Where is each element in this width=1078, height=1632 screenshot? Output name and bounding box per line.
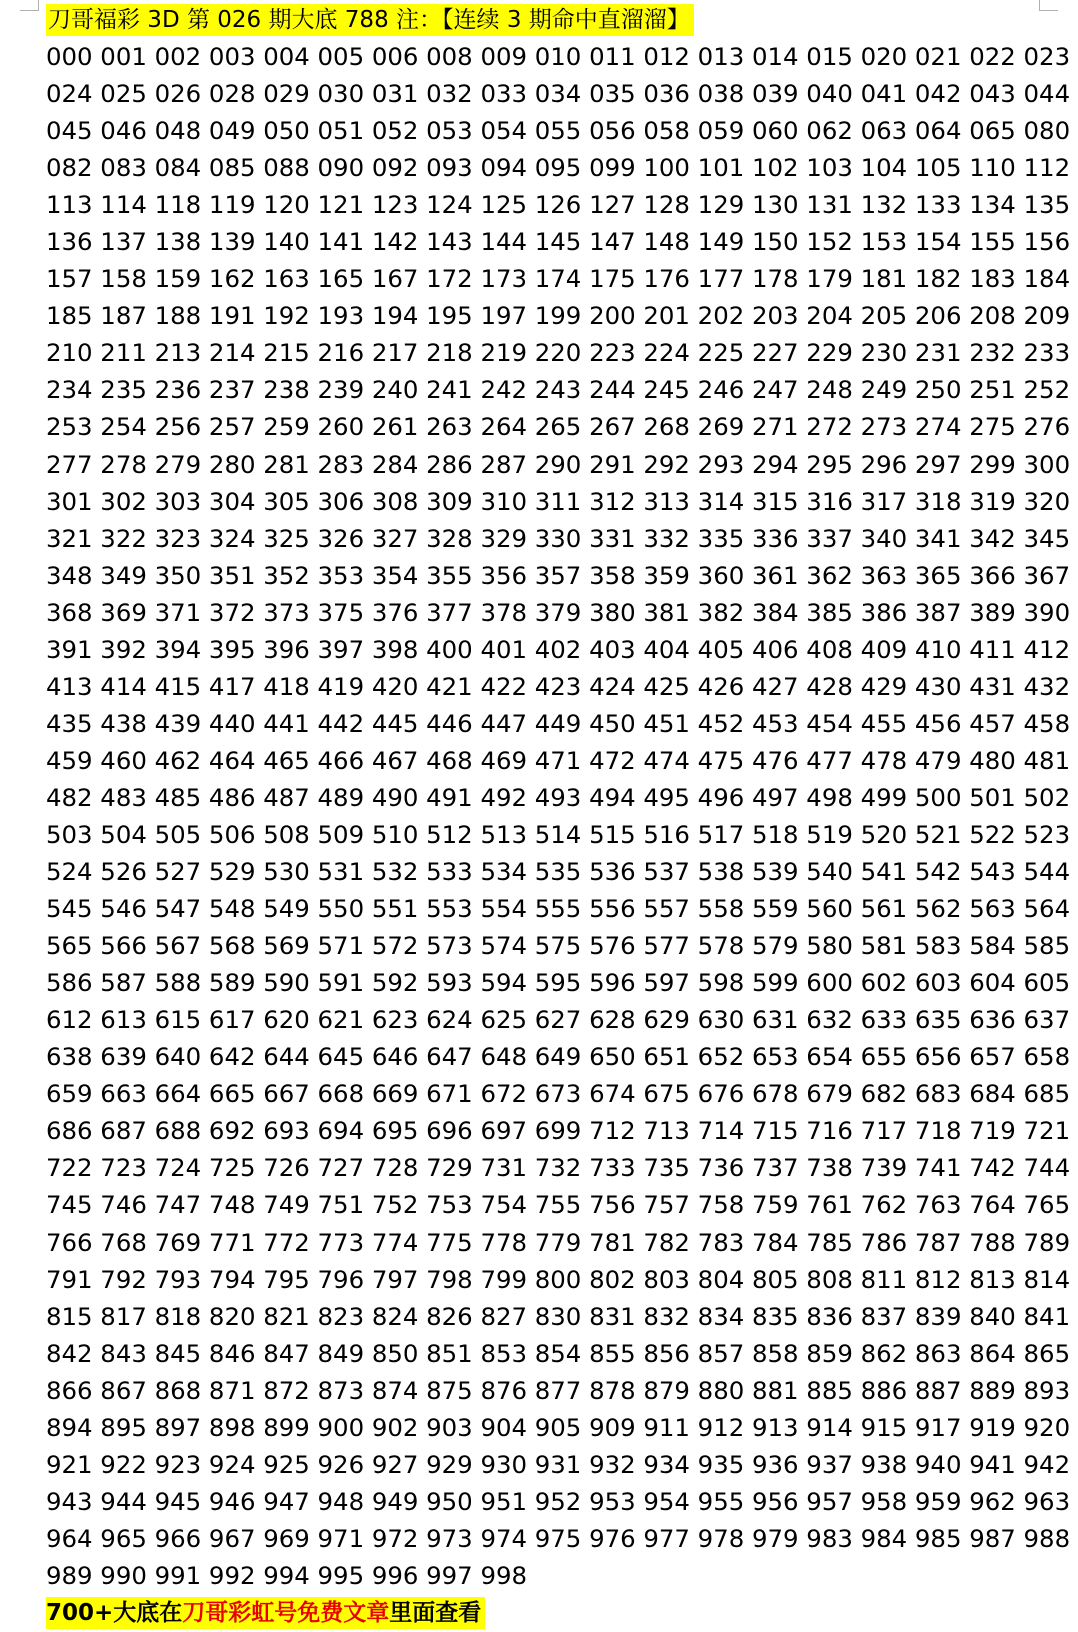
number-row: 482 483 485 486 487 489 490 491 492 493 494 495 496 497 498 499 500 501 502 bbox=[46, 782, 1071, 812]
number-row: 082 083 084 085 088 090 092 093 094 095 099 100 101 102 103 104 105 110 112 bbox=[46, 153, 1071, 183]
number-row: 638 639 640 642 644 645 646 647 648 649 650 651 652 653 654 655 656 657 658 bbox=[46, 1042, 1071, 1072]
number-row: 989 990 991 992 994 995 996 997 998 bbox=[46, 1560, 528, 1590]
number-row: 745 746 747 748 749 751 752 753 754 755 756 757 758 759 761 762 763 764 765 bbox=[46, 1190, 1071, 1220]
number-row: 024 025 026 028 029 030 031 032 033 034 035 036 038 039 040 041 042 043 044 bbox=[46, 79, 1071, 109]
number-row: 612 613 615 617 620 621 623 624 625 627 628 629 630 631 632 633 635 636 637 bbox=[46, 1005, 1071, 1035]
number-row: 277 278 279 280 281 283 284 286 287 290 291 292 293 294 295 296 297 299 300 bbox=[46, 449, 1071, 479]
footer-note bbox=[46, 1597, 485, 1629]
number-row: 000 001 002 003 004 005 006 008 009 010 011 012 013 014 015 020 021 022 023 bbox=[46, 42, 1071, 71]
number-row: 766 768 769 771 772 773 774 775 778 779 781 782 783 784 785 786 787 788 789 bbox=[46, 1227, 1071, 1257]
page-corner-mark-left bbox=[20, 0, 39, 11]
footer-prefix: 700+大底在 bbox=[46, 1599, 183, 1626]
number-row: 842 843 845 846 847 849 850 851 853 854 855 856 857 858 859 862 863 864 865 bbox=[46, 1338, 1071, 1368]
number-row: 391 392 394 395 396 397 398 400 401 402 403 404 405 406 408 409 410 411 412 bbox=[46, 634, 1071, 664]
number-row: 136 137 138 139 140 141 142 143 144 145 147 148 149 150 152 153 154 155 156 bbox=[46, 227, 1071, 257]
number-row: 113 114 118 119 120 121 123 124 125 126 127 128 129 130 131 132 133 134 135 bbox=[46, 190, 1071, 220]
number-row: 368 369 371 372 373 375 376 377 378 379 380 381 382 384 385 386 387 389 390 bbox=[46, 597, 1071, 627]
number-row: 524 526 527 529 530 531 532 533 534 535 536 537 538 539 540 541 542 543 544 bbox=[46, 857, 1071, 887]
number-row: 791 792 793 794 795 796 797 798 799 800 802 803 804 805 808 811 812 813 814 bbox=[46, 1264, 1071, 1294]
number-row: 185 187 188 191 192 193 194 195 197 199 200 201 202 203 204 205 206 208 209 bbox=[46, 301, 1071, 331]
number-row: 045 046 048 049 050 051 052 053 054 055 056 058 059 060 062 063 064 065 080 bbox=[46, 116, 1071, 146]
number-row: 348 349 350 351 352 353 354 355 356 357 358 359 360 361 362 363 365 366 367 bbox=[46, 560, 1071, 590]
number-row: 321 322 323 324 325 326 327 328 329 330 331 332 335 336 337 340 341 342 345 bbox=[46, 523, 1071, 553]
number-row: 921 922 923 924 925 926 927 929 930 931 932 934 935 936 937 938 940 941 942 bbox=[46, 1449, 1071, 1479]
footer-suffix: 里面查看 bbox=[389, 1599, 482, 1626]
number-row: 459 460 462 464 465 466 467 468 469 471 472 474 475 476 477 478 479 480 481 bbox=[46, 745, 1071, 775]
number-row: 301 302 303 304 305 306 308 309 310 311 312 313 314 315 316 317 318 319 320 bbox=[46, 486, 1071, 516]
number-row: 253 254 256 257 259 260 261 263 264 265 267 268 269 271 272 273 274 275 276 bbox=[46, 412, 1071, 442]
number-row: 686 687 688 692 693 694 695 696 697 699 712 713 714 715 716 717 718 719 721 bbox=[46, 1116, 1071, 1146]
number-row: 545 546 547 548 549 550 551 553 554 555 556 557 558 559 560 561 562 563 564 bbox=[46, 894, 1071, 924]
number-row: 210 211 213 214 215 216 217 218 219 220 223 224 225 227 229 230 231 232 233 bbox=[46, 338, 1071, 368]
number-row: 894 895 897 898 899 900 902 903 904 905 909 911 912 913 914 915 917 919 920 bbox=[46, 1412, 1071, 1442]
document-title: 刀哥福彩 3D 第 026 期大底 788 注：【连续 3 期命中直溜溜】 bbox=[46, 4, 694, 36]
number-row: 659 663 664 665 667 668 669 671 672 673 674 675 676 678 679 682 683 684 685 bbox=[46, 1079, 1071, 1109]
number-list bbox=[46, 38, 1071, 1594]
number-row: 586 587 588 589 590 591 592 593 594 595 596 597 598 599 600 602 603 604 605 bbox=[46, 968, 1071, 998]
number-row: 503 504 505 506 508 509 510 512 513 514 515 516 517 518 519 520 521 522 523 bbox=[46, 819, 1071, 849]
number-row: 815 817 818 820 821 823 824 826 827 830 831 832 834 835 836 837 839 840 841 bbox=[46, 1301, 1071, 1331]
document-body bbox=[46, 4, 1071, 1629]
number-row: 565 566 567 568 569 571 572 573 574 575 576 577 578 579 580 581 583 584 585 bbox=[46, 931, 1071, 961]
footer-highlight-link-text: 刀哥彩虹号免费文章 bbox=[182, 1599, 390, 1626]
number-row: 234 235 236 237 238 239 240 241 242 243 244 245 246 247 248 249 250 251 252 bbox=[46, 375, 1071, 405]
number-row: 157 158 159 162 163 165 167 172 173 174 175 176 177 178 179 181 182 183 184 bbox=[46, 264, 1071, 294]
number-row: 722 723 724 725 726 727 728 729 731 732 733 735 736 737 738 739 741 742 744 bbox=[46, 1153, 1071, 1183]
number-row: 413 414 415 417 418 419 420 421 422 423 424 425 426 427 428 429 430 431 432 bbox=[46, 671, 1071, 701]
number-row: 964 965 966 967 969 971 972 973 974 975 976 977 978 979 983 984 985 987 988 bbox=[46, 1523, 1071, 1553]
number-row: 943 944 945 946 947 948 949 950 951 952 953 954 955 956 957 958 959 962 963 bbox=[46, 1486, 1071, 1516]
number-row: 435 438 439 440 441 442 445 446 447 449 450 451 452 453 454 455 456 457 458 bbox=[46, 708, 1071, 738]
number-row: 866 867 868 871 872 873 874 875 876 877 878 879 880 881 885 886 887 889 893 bbox=[46, 1375, 1071, 1405]
